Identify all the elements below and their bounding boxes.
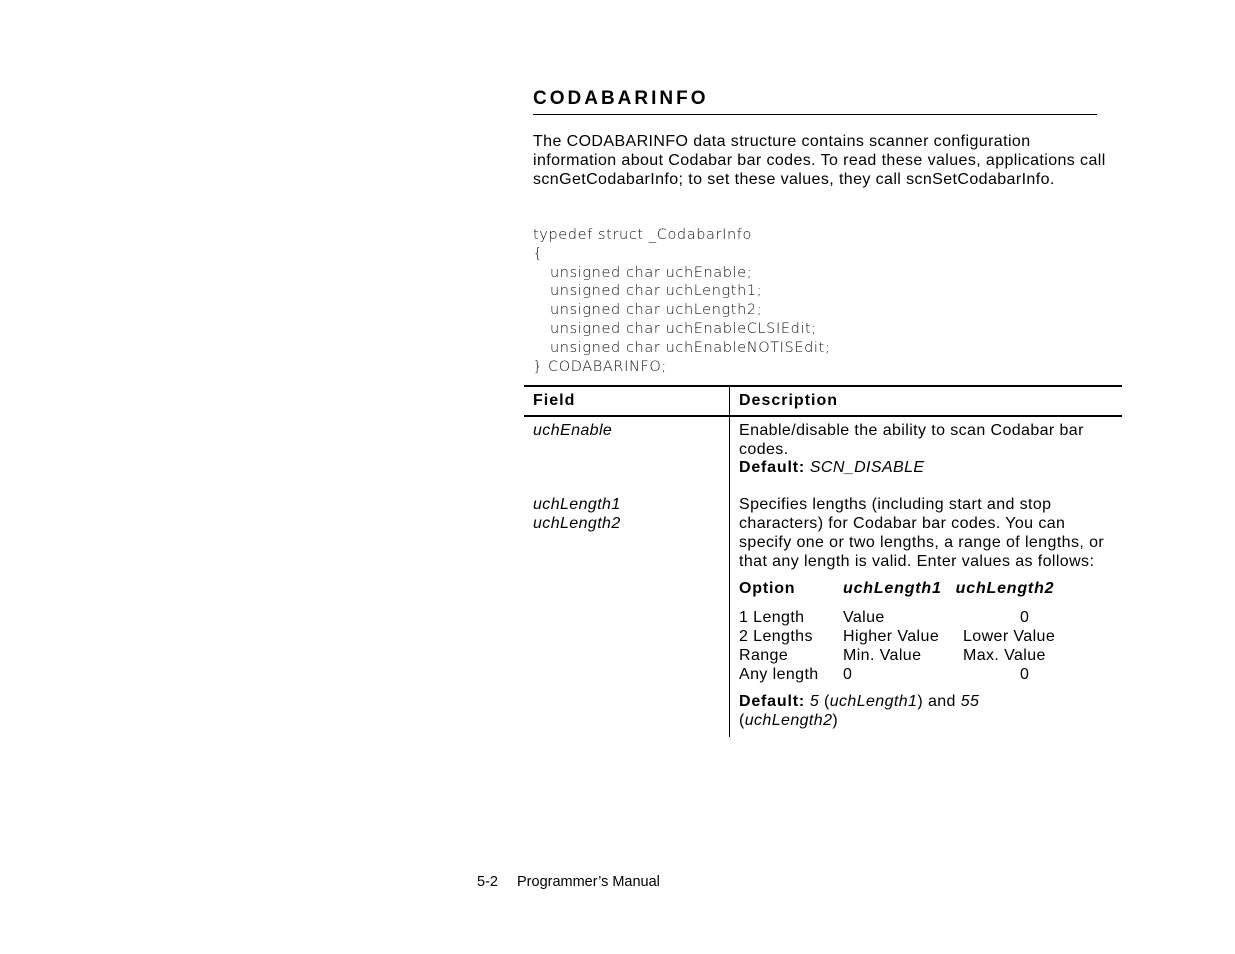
field-name: uchEnable: [533, 421, 613, 439]
default-line: Default: 5 (uchLength1) and 55 (uchLength2): [739, 693, 980, 729]
table-row: [524, 496, 1122, 737]
default-field-1: uchLength1: [829, 693, 918, 711]
header-description: Description: [730, 386, 1123, 416]
code-line: unsigned char uchLength1;: [550, 283, 763, 300]
field-cell: [524, 496, 730, 737]
page-number: 5-2: [477, 874, 498, 890]
option-header-len2: uchLength2: [955, 580, 1055, 598]
option-len2: Max. Value: [963, 647, 1046, 665]
option-row: [739, 646, 1055, 665]
default-line: [739, 459, 1113, 478]
option-len2: 0: [1020, 666, 1030, 684]
page-footer: [477, 873, 660, 891]
field-name: uchLength1: [533, 496, 621, 514]
default-value-1: 5: [809, 693, 820, 711]
field-table: [524, 385, 1122, 737]
code-line: {: [533, 245, 543, 262]
default-and: and: [927, 693, 956, 711]
description-text: Specifies lengths (including start and stop characters) for Codabar bar codes. You can specify one or two lengths, a range of lengths, or that any length is valid. Enter values as follows:: [739, 496, 1105, 570]
option-row: [739, 627, 1055, 646]
table-row: [524, 416, 1122, 496]
intro-paragraph: The CODABARINFO data structure contains scanner configuration information about Codabar bar codes. To read these values, applications call scnGetCodabarInfo; to set these values, they call scnSetCodabarInfo.: [533, 133, 1106, 188]
option-header-len1: uchLength1: [843, 580, 942, 598]
option-name: 1 Length: [739, 609, 805, 627]
option-len1: Min. Value: [843, 647, 922, 665]
option-len2: 0: [1020, 609, 1030, 627]
description-cell: [730, 416, 1123, 496]
code-line: unsigned char uchEnableNOTISEdit;: [550, 339, 831, 356]
option-len1: Value: [843, 609, 885, 627]
manual-title: Programmer’s Manual: [517, 874, 660, 890]
default-value: SCN_DISABLE: [809, 459, 925, 477]
option-header: [739, 580, 1113, 599]
page-title: CODABARINFO: [533, 86, 1097, 115]
code-line: unsigned char uchLength2;: [550, 302, 763, 319]
option-table: [739, 608, 1055, 684]
field-cell: [524, 416, 730, 496]
code-line: } CODABARINFO;: [533, 358, 667, 375]
default-field-2: uchLength2: [744, 711, 833, 729]
option-name: Any length: [739, 666, 819, 684]
default-label: Default:: [739, 459, 805, 477]
code-line: unsigned char uchEnable;: [550, 264, 753, 281]
option-len1: Higher Value: [843, 628, 940, 646]
table-header-row: [524, 386, 1122, 416]
option-row: [739, 665, 1055, 684]
code-line: typedef struct _CodabarInfo: [533, 227, 752, 243]
header-field: Field: [524, 386, 730, 416]
option-header-option: Option: [739, 580, 796, 598]
description-cell: [730, 496, 1123, 737]
option-name: 2 Lengths: [739, 628, 813, 646]
option-len2: Lower Value: [963, 628, 1056, 646]
default-value-2: 55: [960, 693, 980, 711]
option-len1: 0: [843, 666, 853, 684]
field-name: uchLength2: [533, 514, 621, 532]
option-row: [739, 608, 1055, 627]
code-block: [533, 226, 1113, 376]
option-name: Range: [739, 647, 789, 665]
default-label: Default:: [739, 693, 805, 711]
code-line: unsigned char uchEnableCLSIEdit;: [550, 320, 817, 337]
description-text: Enable/disable the ability to scan Codabar bar codes.: [739, 421, 1084, 458]
